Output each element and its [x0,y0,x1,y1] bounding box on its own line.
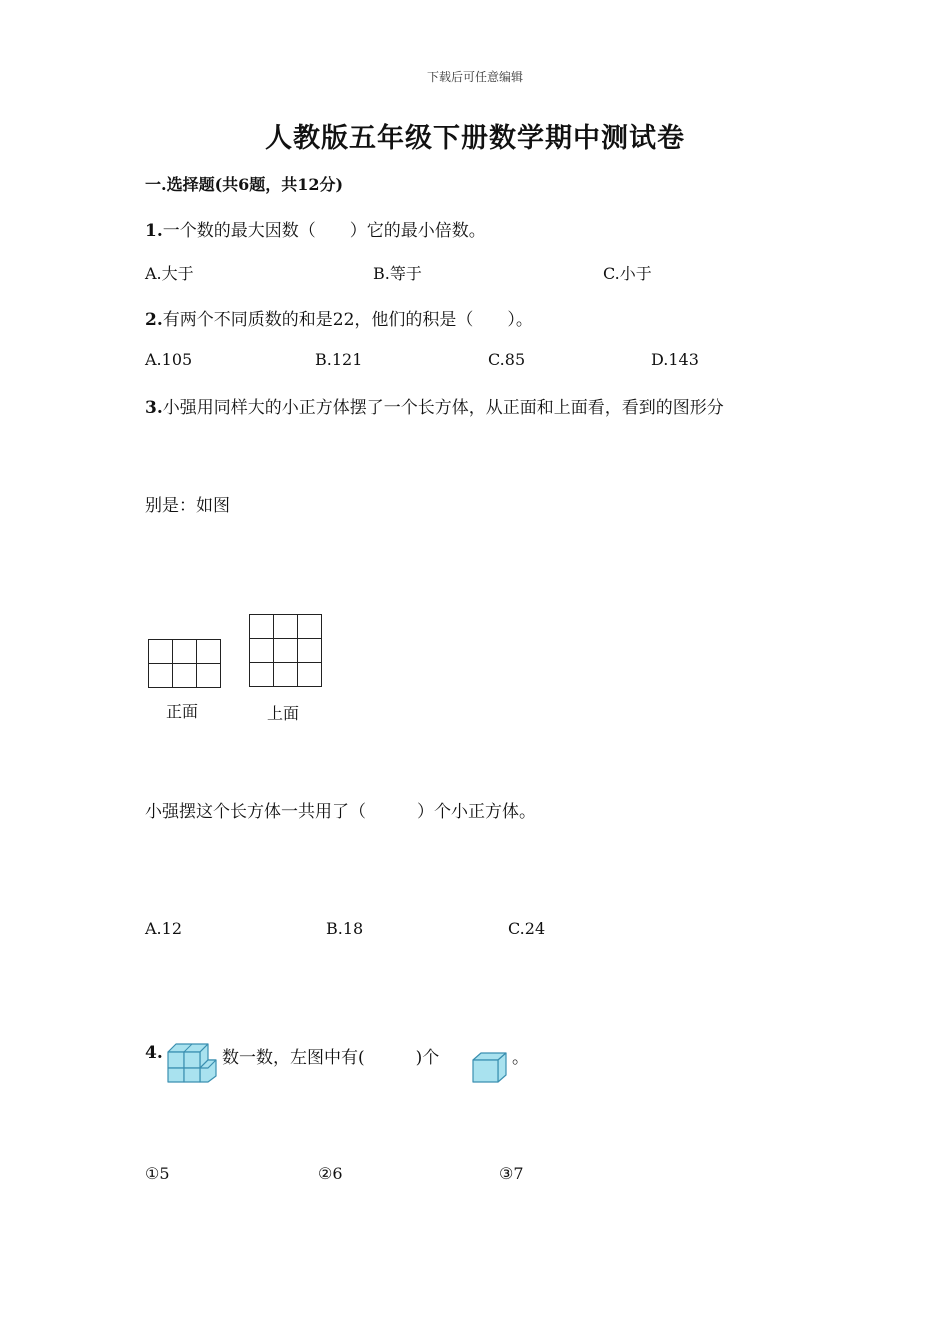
page-header: 下载后可任意编辑 [426,70,523,84]
q3-option-a: A.12 [145,919,182,938]
cube-stack-icon [162,1038,220,1086]
section-heading: 一.选择题(共6题，共12分) [145,175,344,194]
q2-option-c: C.85 [488,350,526,369]
top-view-grid [249,614,322,687]
question-number: 2. [145,310,163,330]
question-3-continued: 别是：如图 [145,496,230,516]
q1-option-a: A.大于 [145,264,194,283]
question-1 [145,216,486,241]
q3-option-b: B.18 [326,919,364,938]
q1-option-b: B.等于 [373,264,422,283]
question-number: 4. [145,1043,163,1063]
question-text: 小强用同样大的小正方体摆了一个长方体，从正面和上面看，看到的图形分 [162,398,724,418]
front-view-grid [148,639,221,688]
question-2 [145,305,533,330]
q3-option-c: C.24 [508,919,546,938]
q4-option-1: ①5 [145,1164,170,1183]
question-text: 一个数的最大因数（ ）它的最小倍数。 [162,221,486,241]
question-4-text: 数一数，左图中有( )个 [222,1048,440,1068]
question-text: 有两个不同质数的和是22，他们的积是（ ）。 [162,310,533,330]
q2-option-d: D.143 [651,350,699,369]
question-3 [145,393,724,418]
q2-option-b: B.121 [315,350,363,369]
top-view-label: 上面 [267,704,300,723]
front-view-label: 正面 [166,702,199,721]
q2-option-a: A.105 [145,350,193,369]
q4-option-2: ②6 [318,1164,343,1183]
single-cube-icon [470,1050,510,1084]
q1-option-c: C.小于 [603,264,652,283]
question-number: 1. [145,221,163,241]
question-4-end: 。 [512,1048,529,1068]
page-title: 人教版五年级下册数学期中测试卷 [265,123,685,154]
question-3-prompt: 小强摆这个长方体一共用了（ ）个小正方体。 [145,802,536,822]
q4-option-3: ③7 [499,1164,524,1183]
question-4 [145,1043,163,1063]
question-number: 3. [145,398,163,418]
